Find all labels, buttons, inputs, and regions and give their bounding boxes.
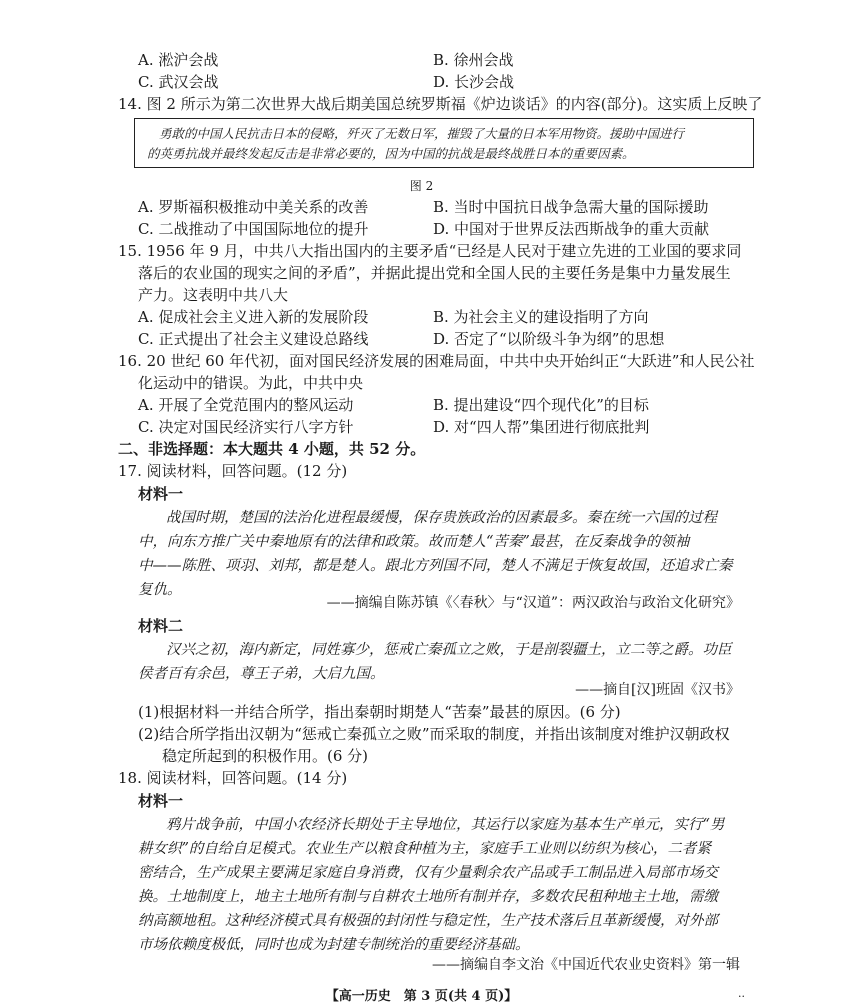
material-text: 密结合，生产成果主要满足家庭自身消费，仅有少量剩余农产品或手工制品进入局部市场交 [138, 865, 718, 881]
q14-quote-box [134, 118, 754, 168]
footer-mark: ·· [738, 990, 745, 1003]
material-text: 换。土地制度上，地主土地所有制与自耕农土地所有制并存，多数农民租种地主土地，需缴 [138, 889, 718, 905]
q15-option-b: B. 为社会主义的建设指明了方向 [433, 308, 649, 326]
q15-option-d: D. 否定了“以阶级斗争为纲”的思想 [433, 330, 665, 348]
q15-stem: 落后的农业国的现实之间的矛盾”，并据此提出党和全国人民的主要任务是集中力量发展生 [138, 264, 731, 282]
material-title: 材料一 [138, 792, 184, 810]
q14-stem: 14. 图 2 所示为第二次世界大战后期美国总统罗斯福《炉边谈话》的内容(部分)。这实质上反映了 [118, 95, 763, 113]
q18-stem: 18. 阅读材料，回答问题。(14 分) [118, 769, 348, 787]
q13-option-d: D. 长沙会战 [433, 73, 515, 91]
material-text: 中——陈胜、项羽、刘邦，都是楚人。跟北方列国不同，楚人不满足于恢复故国，还追求亡秦 [138, 558, 733, 574]
material-source: ——摘编自陈苏镇《〈春秋〉与“汉道”：两汉政治与政治文化研究》 [326, 595, 740, 611]
q14-quote-line: 勇敢的中国人民抗击日本的侵略，歼灭了无数日军，摧毁了大量的日本军用物资。援助中国进行 [159, 126, 685, 141]
material-text: 战国时期，楚国的法治化进程最缓慢，保存贵族政治的因素最多。秦在统一六国的过程 [166, 510, 717, 526]
q15-option-a: A. 促成社会主义进入新的发展阶段 [138, 308, 369, 326]
material-source: ——摘编自李文治《中国近代农业史资料》第一辑 [432, 957, 740, 973]
q17-subquestion-2: 稳定所起到的积极作用。(6 分) [162, 747, 369, 765]
page-footer: 【高一历史 第 3 页(共 4 页)】 [325, 989, 518, 1004]
material-text: 侯者百有余邑，尊王子弟，大启九国。 [138, 666, 385, 682]
q13-option-b: B. 徐州会战 [433, 51, 514, 69]
q16-option-c: C. 决定对国民经济实行八字方针 [138, 418, 354, 436]
q15-option-c: C. 正式提出了社会主义建设总路线 [138, 330, 369, 348]
material-title: 材料二 [138, 617, 184, 635]
material-text: 纳高额地租。这种经济模式具有极强的封闭性与稳定性，生产技术落后且革新缓慢，对外部 [138, 913, 718, 929]
q16-option-b: B. 提出建设“四个现代化”的目标 [433, 396, 649, 414]
q14-option-d: D. 中国对于世界反法西斯战争的重大贡献 [433, 220, 710, 238]
q14-option-a: A. 罗斯福积极推动中美关系的改善 [138, 198, 369, 216]
q17-stem: 17. 阅读材料，回答问题。(12 分) [118, 462, 348, 480]
q15-stem: 15. 1956 年 9 月，中共八大指出国内的主要矛盾“已经是人民对于建立先进的工业国的要求同 [118, 242, 742, 260]
q13-option-a: A. 淞沪会战 [138, 51, 219, 69]
q17-subquestion-1: (1)根据材料一并结合所学，指出秦朝时期楚人“苦秦”最甚的原因。(6 分) [138, 703, 621, 721]
figure-caption: 图 2 [409, 179, 434, 193]
q14-option-c: C. 二战推动了中国国际地位的提升 [138, 220, 369, 238]
q16-stem: 16. 20 世纪 60 年代初，面对国民经济发展的困难局面，中共中央开始纠正“大跃进”和人民公社 [118, 352, 755, 370]
material-text: 汉兴之初，海内新定，同姓寡少，惩戒亡秦孤立之败，于是剖裂疆土，立二等之爵。功臣 [166, 642, 732, 658]
q17-subquestion-2: (2)结合所学指出汉朝为“惩戒亡秦孤立之败”而采取的制度，并指出该制度对维护汉朝政权 [138, 725, 730, 743]
material-text: 中，向东方推广关中秦地原有的法律和政策。故而楚人“苦秦”最甚，在反秦战争的领袖 [138, 534, 690, 550]
q14-quote-line: 的英勇抗战并最终发起反击是非常必要的，因为中国的抗战是最终战胜日本的重要因素。 [147, 146, 635, 161]
material-source: ——摘自[汉]班固《汉书》 [575, 682, 740, 698]
q13-option-c: C. 武汉会战 [138, 73, 219, 91]
q14-option-b: B. 当时中国抗日战争急需大量的国际援助 [433, 198, 709, 216]
material-text: 市场依赖度极低，同时也成为封建专制统治的重要经济基础。 [138, 937, 530, 953]
q16-option-d: D. 对“四人帮”集团进行彻底批判 [433, 418, 650, 436]
material-text: 鸦片战争前，中国小农经济长期处于主导地位，其运行以家庭为基本生产单元，实行“男 [166, 817, 725, 833]
material-text: 复仇。 [138, 582, 182, 598]
material-text: 耕女织”的自给自足模式。农业生产以粮食种植为主，家庭手工业则以纺织为核心，二者紧 [138, 841, 711, 857]
section-heading: 二、非选择题：本大题共 4 小题，共 52 分。 [118, 440, 426, 458]
q16-stem: 化运动中的错误。为此，中共中央 [138, 374, 364, 392]
material-title: 材料一 [138, 485, 184, 503]
q16-option-a: A. 开展了全党范围内的整风运动 [138, 396, 354, 414]
q15-stem: 产力。这表明中共八大 [138, 286, 289, 304]
